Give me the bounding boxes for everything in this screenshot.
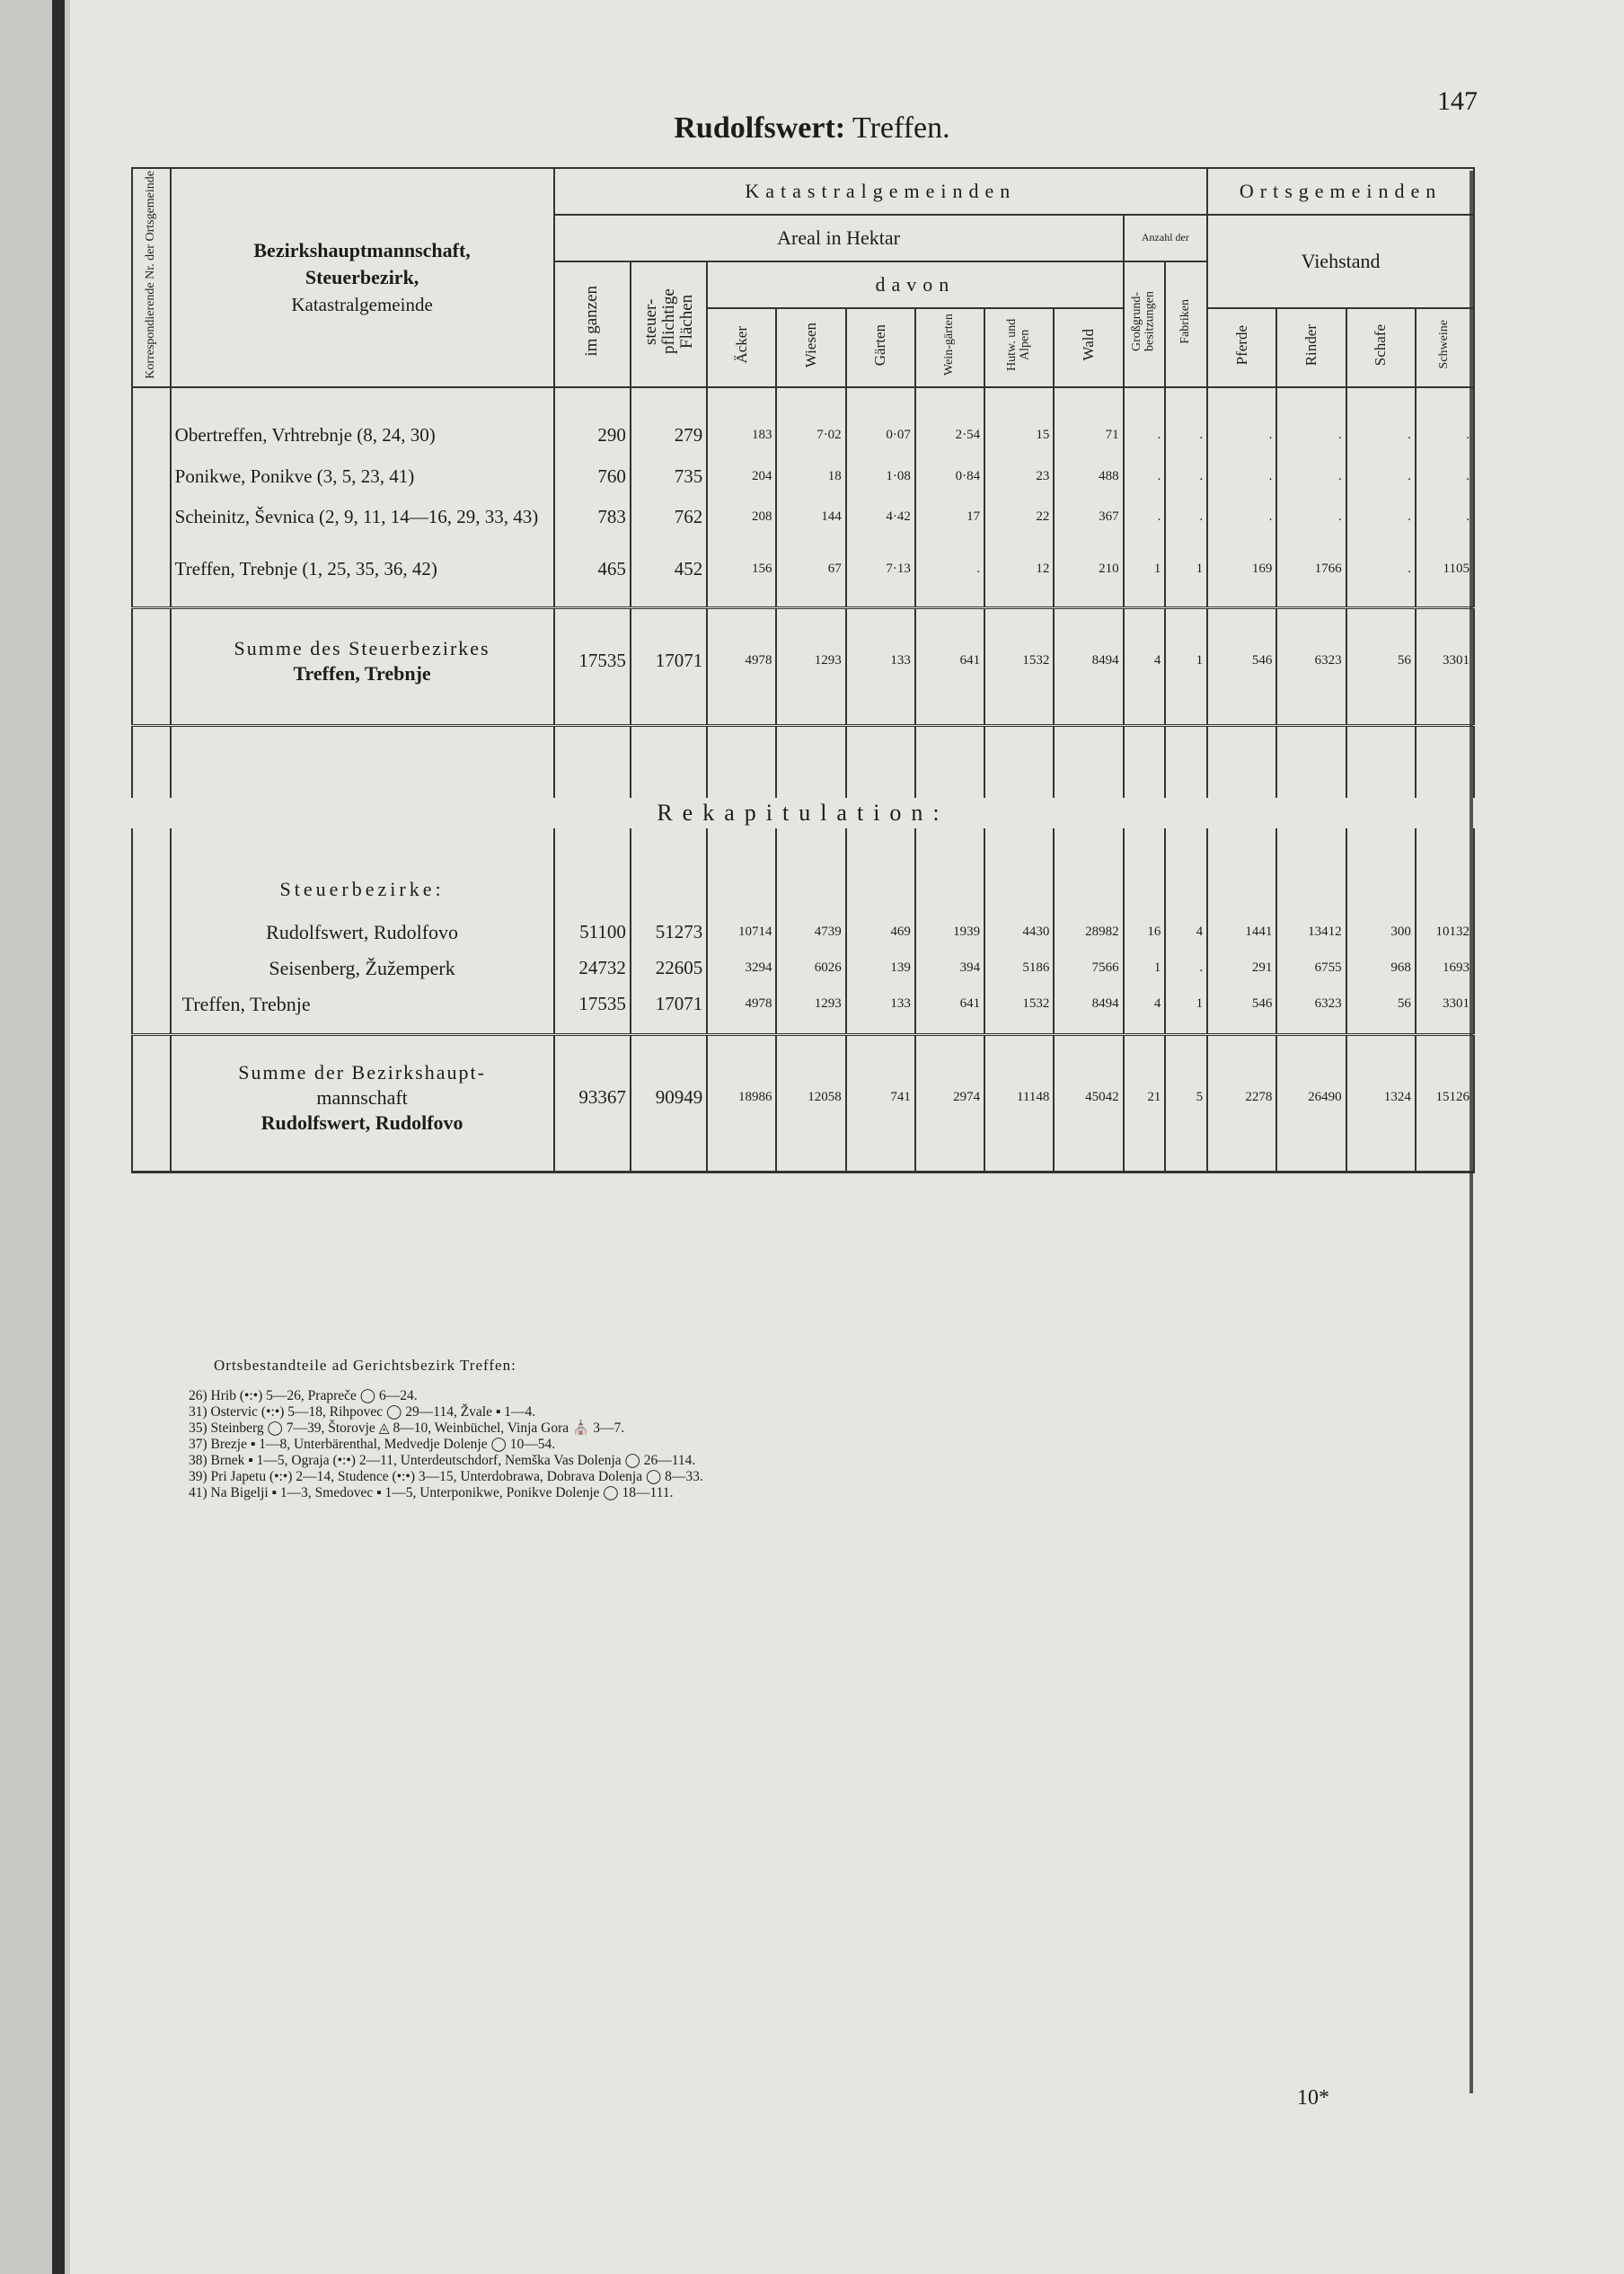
cell-hutw: 1532 — [984, 987, 1054, 1022]
cell-schweine: 15126 — [1416, 1034, 1474, 1160]
recap-row — [132, 915, 1474, 951]
cell-hutw: 15 — [984, 410, 1054, 462]
cell-gross: 4 — [1124, 607, 1166, 713]
cell-gross: . — [1124, 462, 1166, 491]
cell-rinder: 13412 — [1276, 915, 1346, 951]
cell-schafe: 1324 — [1346, 1034, 1416, 1160]
cell-gaerten: 7·13 — [846, 544, 915, 596]
header-steuer: steuer-pflichtige Flächen — [631, 261, 707, 387]
cell-gaerten: 0·07 — [846, 410, 915, 462]
header-schafe: Schafe — [1346, 308, 1416, 387]
cell-fabr: . — [1165, 462, 1207, 491]
cell-schafe: 56 — [1346, 987, 1416, 1022]
header-grossgrund: Großgrund-besitzungen — [1124, 261, 1166, 387]
cell-hutw: 1532 — [984, 607, 1054, 713]
cell-steuer: 762 — [631, 491, 707, 544]
cell-gaerten: 133 — [846, 607, 915, 713]
summe-bezirk-row — [132, 607, 1474, 713]
footnote-line: 37) Brezje ▪ 1—8, Unterbärenthal, Medvedje Dolenje ◯ 10—54. — [189, 1437, 556, 1452]
cell-fabr: . — [1165, 951, 1207, 987]
cell-schweine: . — [1416, 410, 1474, 462]
cell-hutw: 23 — [984, 462, 1054, 491]
cell-schafe: 56 — [1346, 607, 1416, 713]
cell-im-ganzen: 17535 — [554, 987, 631, 1022]
header-name-column: Bezirkshauptmannschaft, Steuerbezirk, Katastralgemeinde — [171, 168, 554, 387]
header-katastral: Katastralgemeinden — [554, 168, 1208, 215]
recap-row-name: Seisenberg, Žužemperk — [171, 951, 554, 987]
footnotes-title: Ortsbestandteile ad Gerichtsbezirk Treffen: — [214, 1357, 516, 1374]
header-anzahl: Anzahl der — [1124, 215, 1208, 261]
header-gaerten: Gärten — [846, 308, 915, 387]
header-wald: Wald — [1054, 308, 1123, 387]
cell-wiesen: 1293 — [776, 987, 845, 1022]
cell-aecker: 183 — [707, 410, 776, 462]
cell-hutw: 12 — [984, 544, 1054, 596]
cell-wiesen: 12058 — [776, 1034, 845, 1160]
cell-pferde: 546 — [1207, 987, 1276, 1022]
cell-im-ganzen: 760 — [554, 462, 631, 491]
cell-wald: 28982 — [1054, 915, 1123, 951]
cell-wein: 2·54 — [915, 410, 984, 462]
cell-wald: 210 — [1054, 544, 1123, 596]
summe-total-row — [132, 1034, 1474, 1160]
header-areal: Areal in Hektar — [554, 215, 1124, 261]
cell-wald: 367 — [1054, 491, 1123, 544]
cell-schweine: 10132 — [1416, 915, 1474, 951]
cell-rinder: . — [1276, 410, 1346, 462]
cell-steuer: 22605 — [631, 951, 707, 987]
cell-im-ganzen: 93367 — [554, 1034, 631, 1160]
cell-hutw: 22 — [984, 491, 1054, 544]
cell-pferde: . — [1207, 491, 1276, 544]
cell-wiesen: 144 — [776, 491, 845, 544]
cell-gaerten: 741 — [846, 1034, 915, 1160]
cell-gaerten: 133 — [846, 987, 915, 1022]
cell-wiesen: 4739 — [776, 915, 845, 951]
cell-schweine: . — [1416, 462, 1474, 491]
cell-gross: 1 — [1124, 951, 1166, 987]
cell-wiesen: 67 — [776, 544, 845, 596]
cell-fabr: 1 — [1165, 544, 1207, 596]
cell-im-ganzen: 17535 — [554, 607, 631, 713]
page-number: 147 — [1437, 86, 1478, 116]
cell-gaerten: 469 — [846, 915, 915, 951]
row-name: Ponikwe, Ponikve (3, 5, 23, 41) — [171, 462, 554, 491]
cell-wein: . — [915, 544, 984, 596]
cell-wiesen: 7·02 — [776, 410, 845, 462]
cell-gaerten: 1·08 — [846, 462, 915, 491]
footnote-line: 35) Steinberg ◯ 7—39, Štorovje ◬ 8—10, Weinbüchel, Vinja Gora ⛪ 3—7. — [189, 1420, 625, 1436]
cell-gross: 4 — [1124, 987, 1166, 1022]
cell-aecker: 204 — [707, 462, 776, 491]
cell-aecker: 3294 — [707, 951, 776, 987]
summe-total-label: Summe der Bezirkshaupt- mannschaft Rudolfswert, Rudolfovo — [171, 1034, 554, 1160]
cell-schafe: . — [1346, 410, 1416, 462]
cell-wein: 641 — [915, 607, 984, 713]
cell-fabr: 5 — [1165, 1034, 1207, 1160]
table-row — [132, 491, 1474, 544]
cell-wiesen: 1293 — [776, 607, 845, 713]
cell-hutw: 11148 — [984, 1034, 1054, 1160]
cell-wein: 394 — [915, 951, 984, 987]
recap-row — [132, 951, 1474, 987]
cell-pferde: 546 — [1207, 607, 1276, 713]
header-nr-column: Korrespondierende Nr. der Ortsgemeinde — [132, 168, 171, 387]
cell-wein: 0·84 — [915, 462, 984, 491]
recap-row — [132, 987, 1474, 1022]
cell-schafe: 968 — [1346, 951, 1416, 987]
cell-steuer: 279 — [631, 410, 707, 462]
cell-fabr: 4 — [1165, 915, 1207, 951]
cell-im-ganzen: 465 — [554, 544, 631, 596]
cell-schafe: 300 — [1346, 915, 1416, 951]
cell-fabr: . — [1165, 491, 1207, 544]
cell-rinder: . — [1276, 462, 1346, 491]
cell-fabr: 1 — [1165, 987, 1207, 1022]
cell-rinder: 6323 — [1276, 987, 1346, 1022]
header-rinder: Rinder — [1276, 308, 1346, 387]
cell-pferde: 2278 — [1207, 1034, 1276, 1160]
cell-im-ganzen: 783 — [554, 491, 631, 544]
rekapitulation-heading-row — [132, 798, 1474, 828]
table-row — [132, 544, 1474, 596]
cell-schweine: 3301 — [1416, 607, 1474, 713]
cell-steuer: 17071 — [631, 607, 707, 713]
cell-wald: 71 — [1054, 410, 1123, 462]
cell-gaerten: 139 — [846, 951, 915, 987]
cell-schafe: . — [1346, 544, 1416, 596]
cell-fabr: . — [1165, 410, 1207, 462]
header-aecker: Äcker — [707, 308, 776, 387]
cell-wiesen: 6026 — [776, 951, 845, 987]
cell-wein: 1939 — [915, 915, 984, 951]
cell-schweine: 1105 — [1416, 544, 1474, 596]
cell-aecker: 4978 — [707, 987, 776, 1022]
cell-schafe: . — [1346, 491, 1416, 544]
cell-wein: 17 — [915, 491, 984, 544]
rekapitulation-heading: Rekapitulation: — [657, 799, 949, 826]
cell-pferde: . — [1207, 410, 1276, 462]
cell-wald: 45042 — [1054, 1034, 1123, 1160]
cell-schweine: 1693 — [1416, 951, 1474, 987]
cell-pferde: 291 — [1207, 951, 1276, 987]
cell-pferde: 169 — [1207, 544, 1276, 596]
header-schweine: Schweine — [1416, 308, 1474, 387]
cell-steuer: 17071 — [631, 987, 707, 1022]
header-wiesen: Wiesen — [776, 308, 845, 387]
cell-gross: 1 — [1124, 544, 1166, 596]
page-title — [0, 111, 1624, 146]
recap-row-name: Treffen, Trebnje — [171, 987, 554, 1022]
header-davon: davon — [707, 261, 1123, 308]
cell-wein: 2974 — [915, 1034, 984, 1160]
header-pferde: Pferde — [1207, 308, 1276, 387]
cell-pferde: 1441 — [1207, 915, 1276, 951]
cell-schafe: . — [1346, 462, 1416, 491]
footnote-line: 26) Hrib (•:•) 5—26, Prapreče ◯ 6—24. — [189, 1388, 418, 1403]
cell-wald: 8494 — [1054, 987, 1123, 1022]
cell-im-ganzen: 51100 — [554, 915, 631, 951]
cell-rinder: 6323 — [1276, 607, 1346, 713]
cell-wald: 7566 — [1054, 951, 1123, 987]
cell-hutw: 4430 — [984, 915, 1054, 951]
signature-mark: 10* — [1297, 2086, 1329, 2110]
cell-rinder: 26490 — [1276, 1034, 1346, 1160]
cell-gross: 21 — [1124, 1034, 1166, 1160]
cell-steuer: 90949 — [631, 1034, 707, 1160]
cell-fabr: 1 — [1165, 607, 1207, 713]
cell-gross: 16 — [1124, 915, 1166, 951]
cell-steuer: 452 — [631, 544, 707, 596]
row-name: Obertreffen, Vrhtrebnje (8, 24, 30) — [171, 410, 554, 462]
cell-im-ganzen: 24732 — [554, 951, 631, 987]
page-title-bold: Rudolfswert: — [674, 111, 846, 145]
cell-schweine: 3301 — [1416, 987, 1474, 1022]
cell-rinder: . — [1276, 491, 1346, 544]
header-im-ganzen: im ganzen — [554, 261, 631, 387]
cell-aecker: 156 — [707, 544, 776, 596]
cell-rinder: 6755 — [1276, 951, 1346, 987]
footnote-line: 31) Ostervic (•:•) 5—18, Rihpovec ◯ 29—114, Žvale ▪ 1—4. — [189, 1404, 536, 1420]
cell-hutw: 5186 — [984, 951, 1054, 987]
page-title-rest: Treffen. — [845, 111, 950, 145]
cell-gross: . — [1124, 410, 1166, 462]
cell-steuer: 51273 — [631, 915, 707, 951]
header-weingaerten: Wein-gärten — [915, 308, 984, 387]
cell-schweine: . — [1416, 491, 1474, 544]
table-row — [132, 462, 1474, 491]
header-fabriken: Fabriken — [1165, 261, 1207, 387]
cell-wald: 8494 — [1054, 607, 1123, 713]
cell-aecker: 10714 — [707, 915, 776, 951]
row-name: Scheinitz, Ševnica (2, 9, 11, 14—16, 29, 33, 43) — [171, 491, 554, 544]
header-orts: Ortsgemeinden — [1207, 168, 1474, 215]
cell-im-ganzen: 290 — [554, 410, 631, 462]
cell-aecker: 18986 — [707, 1034, 776, 1160]
footnote-line: 39) Pri Japetu (•:•) 2—14, Studence (•:•) 3—15, Unterdobrawa, Dobrava Dolenja ◯ 8—33. — [189, 1469, 703, 1484]
cell-pferde: . — [1207, 462, 1276, 491]
row-name: Treffen, Trebnje (1, 25, 35, 36, 42) — [171, 544, 554, 596]
scan-binding-shadow — [52, 0, 65, 2274]
cell-steuer: 735 — [631, 462, 707, 491]
cell-gross: . — [1124, 491, 1166, 544]
header-viehstand: Viehstand — [1207, 215, 1474, 308]
header-hutw: Hutw. und Alpen — [984, 308, 1054, 387]
table-row — [132, 410, 1474, 462]
footnotes-list — [189, 1388, 1267, 1501]
footnote-line: 41) Na Bigelji ▪ 1—3, Smedovec ▪ 1—5, Unterponikwe, Ponikve Dolenje ◯ 18—111. — [189, 1485, 674, 1500]
cell-wald: 488 — [1054, 462, 1123, 491]
cell-rinder: 1766 — [1276, 544, 1346, 596]
statistics-table — [131, 167, 1475, 1173]
recap-subheading: Steuerbezirke: — [171, 828, 554, 915]
cell-gaerten: 4·42 — [846, 491, 915, 544]
footnote-line: 38) Brnek ▪ 1—5, Ograja (•:•) 2—11, Unterdeutschdorf, Nemška Vas Dolenja ◯ 26—114. — [189, 1453, 696, 1468]
summe-bezirk-label: Summe des Steuerbezirkes Treffen, Trebnje — [171, 607, 554, 713]
cell-aecker: 4978 — [707, 607, 776, 713]
cell-wein: 641 — [915, 987, 984, 1022]
cell-wiesen: 18 — [776, 462, 845, 491]
recap-row-name: Rudolfswert, Rudolfovo — [171, 915, 554, 951]
cell-aecker: 208 — [707, 491, 776, 544]
